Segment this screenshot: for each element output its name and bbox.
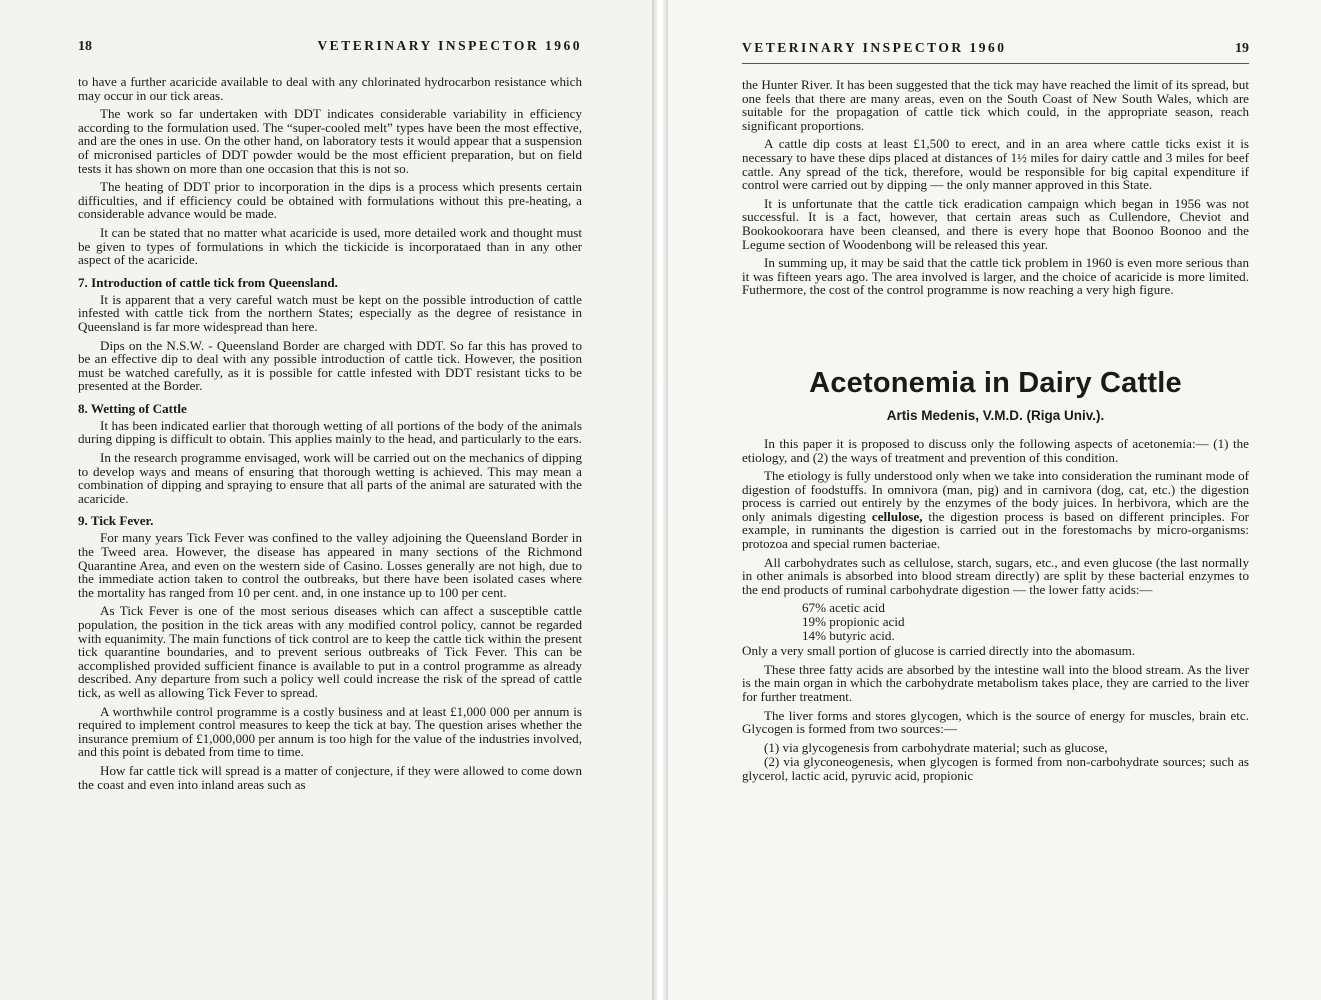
journal-title: VETERINARY INSPECTOR 1960 <box>317 38 582 53</box>
paragraph: All carbohydrates such as cellulose, starch, sugars, etc., and even glucose (the last normally in other animals is absorbed into blood stream directly) are split by these bacterial enzymes to the end products of ruminal carbohydrate digestion — the lower fatty acids:— <box>742 554 1249 597</box>
paragraph: The liver forms and stores glycogen, which is the source of energy for muscles, brain etc. Glycogen is formed from two sources:— <box>742 707 1249 737</box>
right-page-body <box>742 78 1249 297</box>
paragraph: (2) via glyconeogenesis, when glycogen is formed from non-carbohydrate sources; such as glycerol, lactic acid, pyruvic acid, propionic <box>742 754 1249 783</box>
right-page <box>668 0 1321 1000</box>
page-number: 19 <box>1235 41 1249 56</box>
paragraph: In the research programme envisaged, work will be carried out on the mechanics of dipping to develop ways and means of ensuring that thorough wetting is achieved. This may mean a combination of dipping and spraying to ensure that all parts of the animal are saturated with the acaricide. <box>78 450 582 506</box>
paragraph: In summing up, it may be said that the cattle tick problem in 1960 is even more serious than it was fifteen years ago. The area involved is larger, and the choice of acaricide is more limited. Futhermore, the cost of the control programme is now reaching a very high figure. <box>742 255 1249 298</box>
paragraph: For many years Tick Fever was confined to the valley adjoining the Queensland Border in the Tweed area. However, the disease has appeared in many sections of the Richmond Quarantine Area, and even on the western side of Casino. Losses generally are not high, due to the immediate action taken to control the outbreaks, but there have been isolated cases where the mortality has ranged from 10 per cent. and, in one instance up to 100 per cent. <box>78 530 582 600</box>
list-item: 14% butyric acid. <box>802 627 895 643</box>
running-head <box>78 38 582 55</box>
article-title: Acetonemia in Dairy Cattle <box>809 366 1182 399</box>
paragraph: It is apparent that a very careful watch must be kept on the possible introduction of cattle infested with cattle tick from the northern States; especially as the degree of resistance in Queensland is far more widespread than here. <box>78 291 582 334</box>
article-author: Artis Medenis, V.M.D. (Riga Univ.). <box>886 407 1105 423</box>
paragraph: A cattle dip costs at least £1,500 to erect, and in an area where cattle ticks exist it is necessary to have these dips placed at distances of 1½ miles for dairy cattle and 3 miles for beef cattle. Any spread of the tick, therefore, would be responsible for big capital expenditure if control were carried out by dipping — the only manner approved in this State. <box>742 136 1249 193</box>
paragraph: How far cattle tick will spread is a matter of conjecture, if they were allowed to come down the coast and even into inland areas such as <box>78 762 582 792</box>
section-heading: 8. Wetting of Cattle <box>78 400 187 416</box>
book-gutter <box>652 0 668 1000</box>
list-item: 67% acetic acid <box>802 600 885 616</box>
paragraph: As Tick Fever is one of the most serious diseases which can affect a susceptible cattle population, the position in the tick areas with any modified control policy, cannot be regarded with equanimity. The main functions of tick control are to keep the cattle tick within the present tick quarantine boundaries, and to prevent serious outbreaks of Tick Fever. This can be accomplished provided sufficient finance is available to put in a control programme as already described. Any departure from such a policy well could increase the risk of the spread of cattle tick, as well as allowing Tick Fever to spread. <box>78 603 582 700</box>
page-number: 18 <box>78 39 92 54</box>
paragraph: It has been indicated earlier that thorough wetting of all portions of the body of the animals during dipping is difficult to obtain. This applies mainly to the head, and particularly to the ears. <box>78 417 582 447</box>
paragraph: The heating of DDT prior to incorporation in the dips is a process which presents certain difficulties, and if efficiency could be obtained with formulations without this pre-heating, a considerable advance would be made. <box>78 179 582 222</box>
paragraph: It is unfortunate that the cattle tick eradication campaign which began in 1956 was not successful. It is a fact, however, that certain areas such as Cullendore, Cheviot and Bookookoorara have been cleansed, and there is every hope that Boonoo Boonoo and the Legume section of Woodenbong will be released this year. <box>742 195 1249 252</box>
paragraph: Dips on the N.S.W. - Queensland Border are charged with DDT. So far this has proved to be an effective dip to deal with any possible introduction of cattle tick. However, the position must be watched carefully, as it is possible for cattle infested with DDT resistant ticks to be presented at the Border. <box>78 337 582 394</box>
paragraph: the Hunter River. It has been suggested that the tick may have reached the limit of its spread, but one feels that there are many areas, even on the South Coast of New South Wales, which are suitable for the propagation of cattle tick which could, in the appropriate season, reach significant proportions. <box>742 77 1249 133</box>
paragraph: In this paper it is proposed to discuss only the following aspects of acetonemia:— (1) the etiology, and (2) the ways of treatment and prevention of this condition. <box>742 435 1249 465</box>
emphasis: cellulose, <box>871 508 923 524</box>
section-heading: 9. Tick Fever. <box>78 513 154 529</box>
paragraph: (1) via glycogenesis from carbohydrate material; such as glucose, <box>764 739 1108 755</box>
paragraph: These three fatty acids are absorbed by the intestine wall into the blood stream. As the liver is the main organ in which the carbohydrate metabolism takes place, they are carried to the liver for further treatment. <box>742 661 1249 704</box>
left-page-body <box>78 75 582 791</box>
section-heading: 7. Introduction of cattle tick from Queensland. <box>78 274 338 290</box>
paragraph: It can be stated that no matter what acaricide is used, more detailed work and thought must be given to types of formulations in which the tickicide is incorporataed than in any other aspect of the acaricide. <box>78 224 582 268</box>
list-item: 19% propionic acid <box>802 614 905 630</box>
paragraph: The work so far undertaken with DDT indicates considerable variability in efficiency according to the formulation used. The “super-cooled melt” types have been the most effective, and are the ones in use. On the other hand, on laboratory tests it would appear that a suspension of micronised particles of DDT powder would be the most efficient preparation, but on field tests it has shown on more than one occasion that this is not so. <box>78 106 582 176</box>
paragraph: to have a further acaricide available to deal with any chlorinated hydrocarbon resistance which may occur in our tick areas. <box>78 74 582 103</box>
left-page <box>0 0 652 1000</box>
text-run: the digestion process is based on different principles. For example, in ruminants the digestion is carried out in the forestomachs by micro-organisms: protozoa and special rumen bacteriae. <box>742 508 1249 552</box>
paragraph <box>742 469 1249 551</box>
running-head <box>742 40 1249 64</box>
paragraph: A worthwhile control programme is a costly business and at least £1,000 000 per annum is required to implement control measures to keep the tick at bay. The question arises whether the insurance premium of £1,000,000 per annum is too high for the value of the industries involved, and this point is debated from time to time. <box>78 703 583 760</box>
fatty-acid-list <box>802 601 1249 642</box>
journal-title: VETERINARY INSPECTOR 1960 <box>742 40 1007 55</box>
text-run: The etiology is fully understood only when we take into consideration the ruminant mode of digestion of foodstuffs. In omnivora (man, pig) and in carnivora (dog, cat, etc.) the digestion process is carried out entirely by the enzymes of the body juices. In herbivora, which are the only animals digesting <box>742 468 1249 524</box>
paragraph: Only a very small portion of glucose is carried directly into the abomasum. <box>742 643 1136 659</box>
